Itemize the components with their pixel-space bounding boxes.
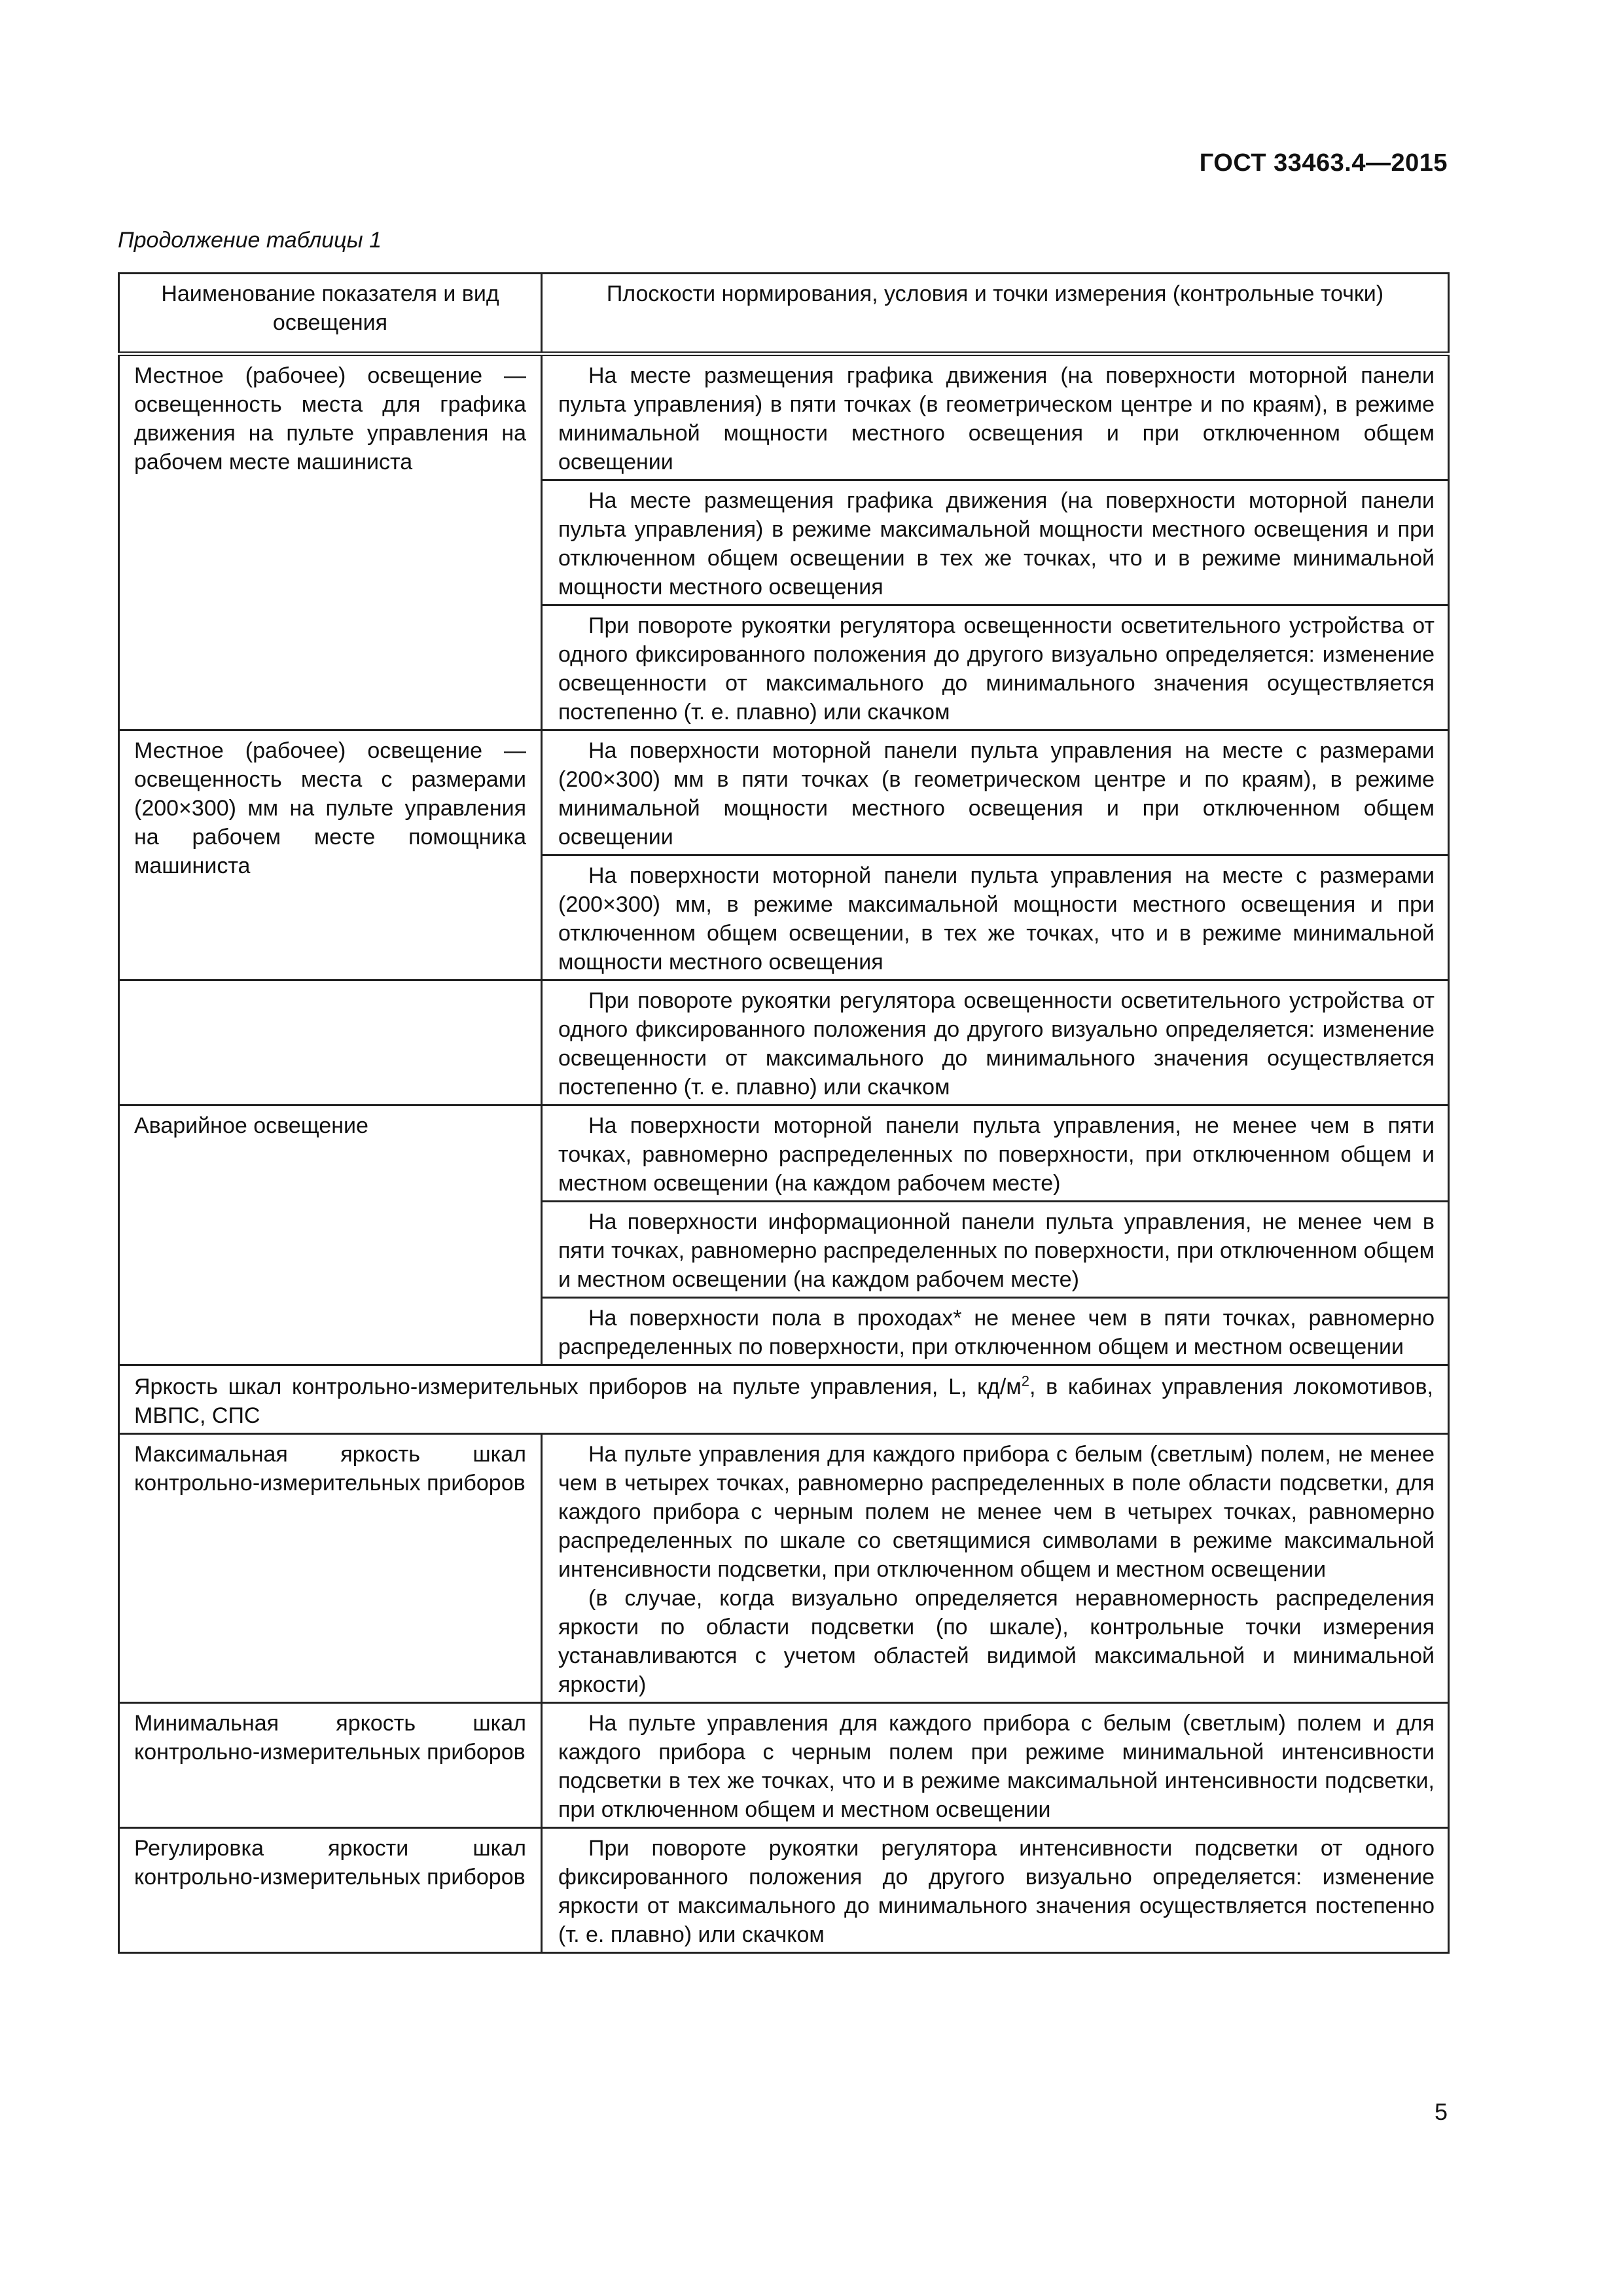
- table-row: [119, 1828, 1449, 1953]
- measurement-condition: При повороте рукоятки регулятора интенсивности подсветки от одного фиксированного положения до другого визуально определяется: изменение яркости от максимального до минимального значения осуществляется постепенно (т. е. плавно) или скачком: [542, 1828, 1449, 1953]
- col2-header: Плоскости нормирования, условия и точки измерения (контрольные точки): [542, 274, 1449, 354]
- section-heading-text: , в кабинах управления локомотивов, МВПС, СПС: [134, 1374, 1433, 1428]
- measurement-condition: На месте размещения графика движения (на поверхности моторной панели пульта управления) в режиме максимальной мощности местного освещения и при отключенном общем освещении в тех же точках, что и в режиме минимальной мощности местного освещения: [542, 480, 1449, 605]
- indicator-name: Местное (рабочее) освещение — освещенность места с размерами (200×300) мм на пульте управления на рабочем месте помощника машиниста: [119, 730, 542, 980]
- measurement-condition: На месте размещения графика движения (на поверхности моторной панели пульта управления) в пяти точках (в геометрическом центре и по краям), в режиме минимальной мощности местного освещения и при отключенном общем освещении: [542, 354, 1449, 480]
- measurement-condition: На поверхности моторной панели пульта управления на месте с размерами (200×300) мм, в режиме максимальной мощности местного освещения и при отключенном общем освещении, в тех же точках, что и в режиме минимальной мощности местного освещения: [542, 855, 1449, 980]
- measurement-condition: На поверхности моторной панели пульта управления на месте с размерами (200×300) мм в пяти точках (в геометрическом центре и по краям), в режиме минимальной мощности местного освещения и при отключенном общем освещении: [542, 730, 1449, 855]
- col1-header: Наименование показателя и вид освещения: [119, 274, 542, 354]
- table-row: [119, 730, 1449, 855]
- condition-paragraph: На пульте управления для каждого прибора с белым (светлым) полем, не менее чем в четырех точках, равномерно распределенных в поле области подсветки, для каждого прибора с черным полем не менее чем в четырех точках, равномерно распределенных по шкале со светящимися символами в режиме максимальной интенсивности подсветки, при отключенном общем и местном освещении: [558, 1442, 1435, 1582]
- measurement-condition: [542, 1434, 1449, 1703]
- table-row: [119, 1105, 1449, 1202]
- page-number: 5: [1434, 2098, 1448, 2125]
- table-row: [119, 354, 1449, 480]
- table-caption: Продолжение таблицы 1: [118, 228, 382, 253]
- measurement-condition: На поверхности пола в проходах* не менее чем в пяти точках, равномерно распределенных по поверхности, при отключенном общем и местном освещении: [542, 1298, 1449, 1365]
- unit-superscript: 2: [1021, 1372, 1029, 1390]
- measurement-condition: На пульте управления для каждого прибора с белым (светлым) полем и для каждого прибора с черным полем при режиме минимальной интенсивности подсветки в тех же точках, что и в режиме максимальной интенсивности подсветки, при отключенном общем и местном освещении: [542, 1703, 1449, 1828]
- measurement-condition: На поверхности моторной панели пульта управления, не менее чем в пяти точках, равномерно распределенных по поверхности, при отключенном общем и местном освещении (на каждом рабочем месте): [542, 1105, 1449, 1202]
- table-row: [119, 1434, 1449, 1703]
- measurement-condition: При повороте рукоятки регулятора освещенности осветительного устройства от одного фиксированного положения до другого визуально определяется: изменение освещенности от максимального до минимального значения осуществляется постепенно (т. е. плавно) или скачком: [542, 980, 1449, 1105]
- measurement-condition: На поверхности информационной панели пульта управления, не менее чем в пяти точках, равномерно распределенных по поверхности, при отключенном общем и местном освещении (на каждом рабочем месте): [542, 1202, 1449, 1298]
- indicator-name: Аварийное освещение: [119, 1105, 542, 1365]
- indicator-name: Регулировка яркости шкал контрольно-измерительных приборов: [119, 1828, 542, 1953]
- indicator-name: Максимальная яркость шкал контрольно-измерительных приборов: [119, 1434, 542, 1703]
- lighting-requirements-table: [118, 272, 1450, 1954]
- table-row: [119, 980, 1449, 1105]
- document-code: ГОСТ 33463.4—2015: [1199, 149, 1448, 177]
- section-heading: [119, 1365, 1449, 1434]
- indicator-name: Минимальная яркость шкал контрольно-измерительных приборов: [119, 1703, 542, 1828]
- section-heading-text: Яркость шкал контрольно-измерительных приборов на пульте управления, L, кд/м: [134, 1374, 1022, 1399]
- section-row: [119, 1365, 1449, 1434]
- table-row: [119, 1703, 1449, 1828]
- condition-note: (в случае, когда визуально определяется неравномерность распределения яркости по области подсветки (по шкале), контрольные точки измерения устанавливаются с учетом областей видимой максимальной и минимальной яркости): [558, 1586, 1435, 1697]
- indicator-name: [119, 980, 542, 1105]
- measurement-condition: При повороте рукоятки регулятора освещенности осветительного устройства от одного фиксированного положения до другого визуально определяется: изменение освещенности от максимального до минимального значения осуществляется постепенно (т. е. плавно) или скачком: [542, 605, 1449, 730]
- table-header-row: [119, 274, 1449, 354]
- indicator-name: Местное (рабочее) освещение — освещенность места для графика движения на пульте управления на рабочем месте машиниста: [119, 354, 542, 730]
